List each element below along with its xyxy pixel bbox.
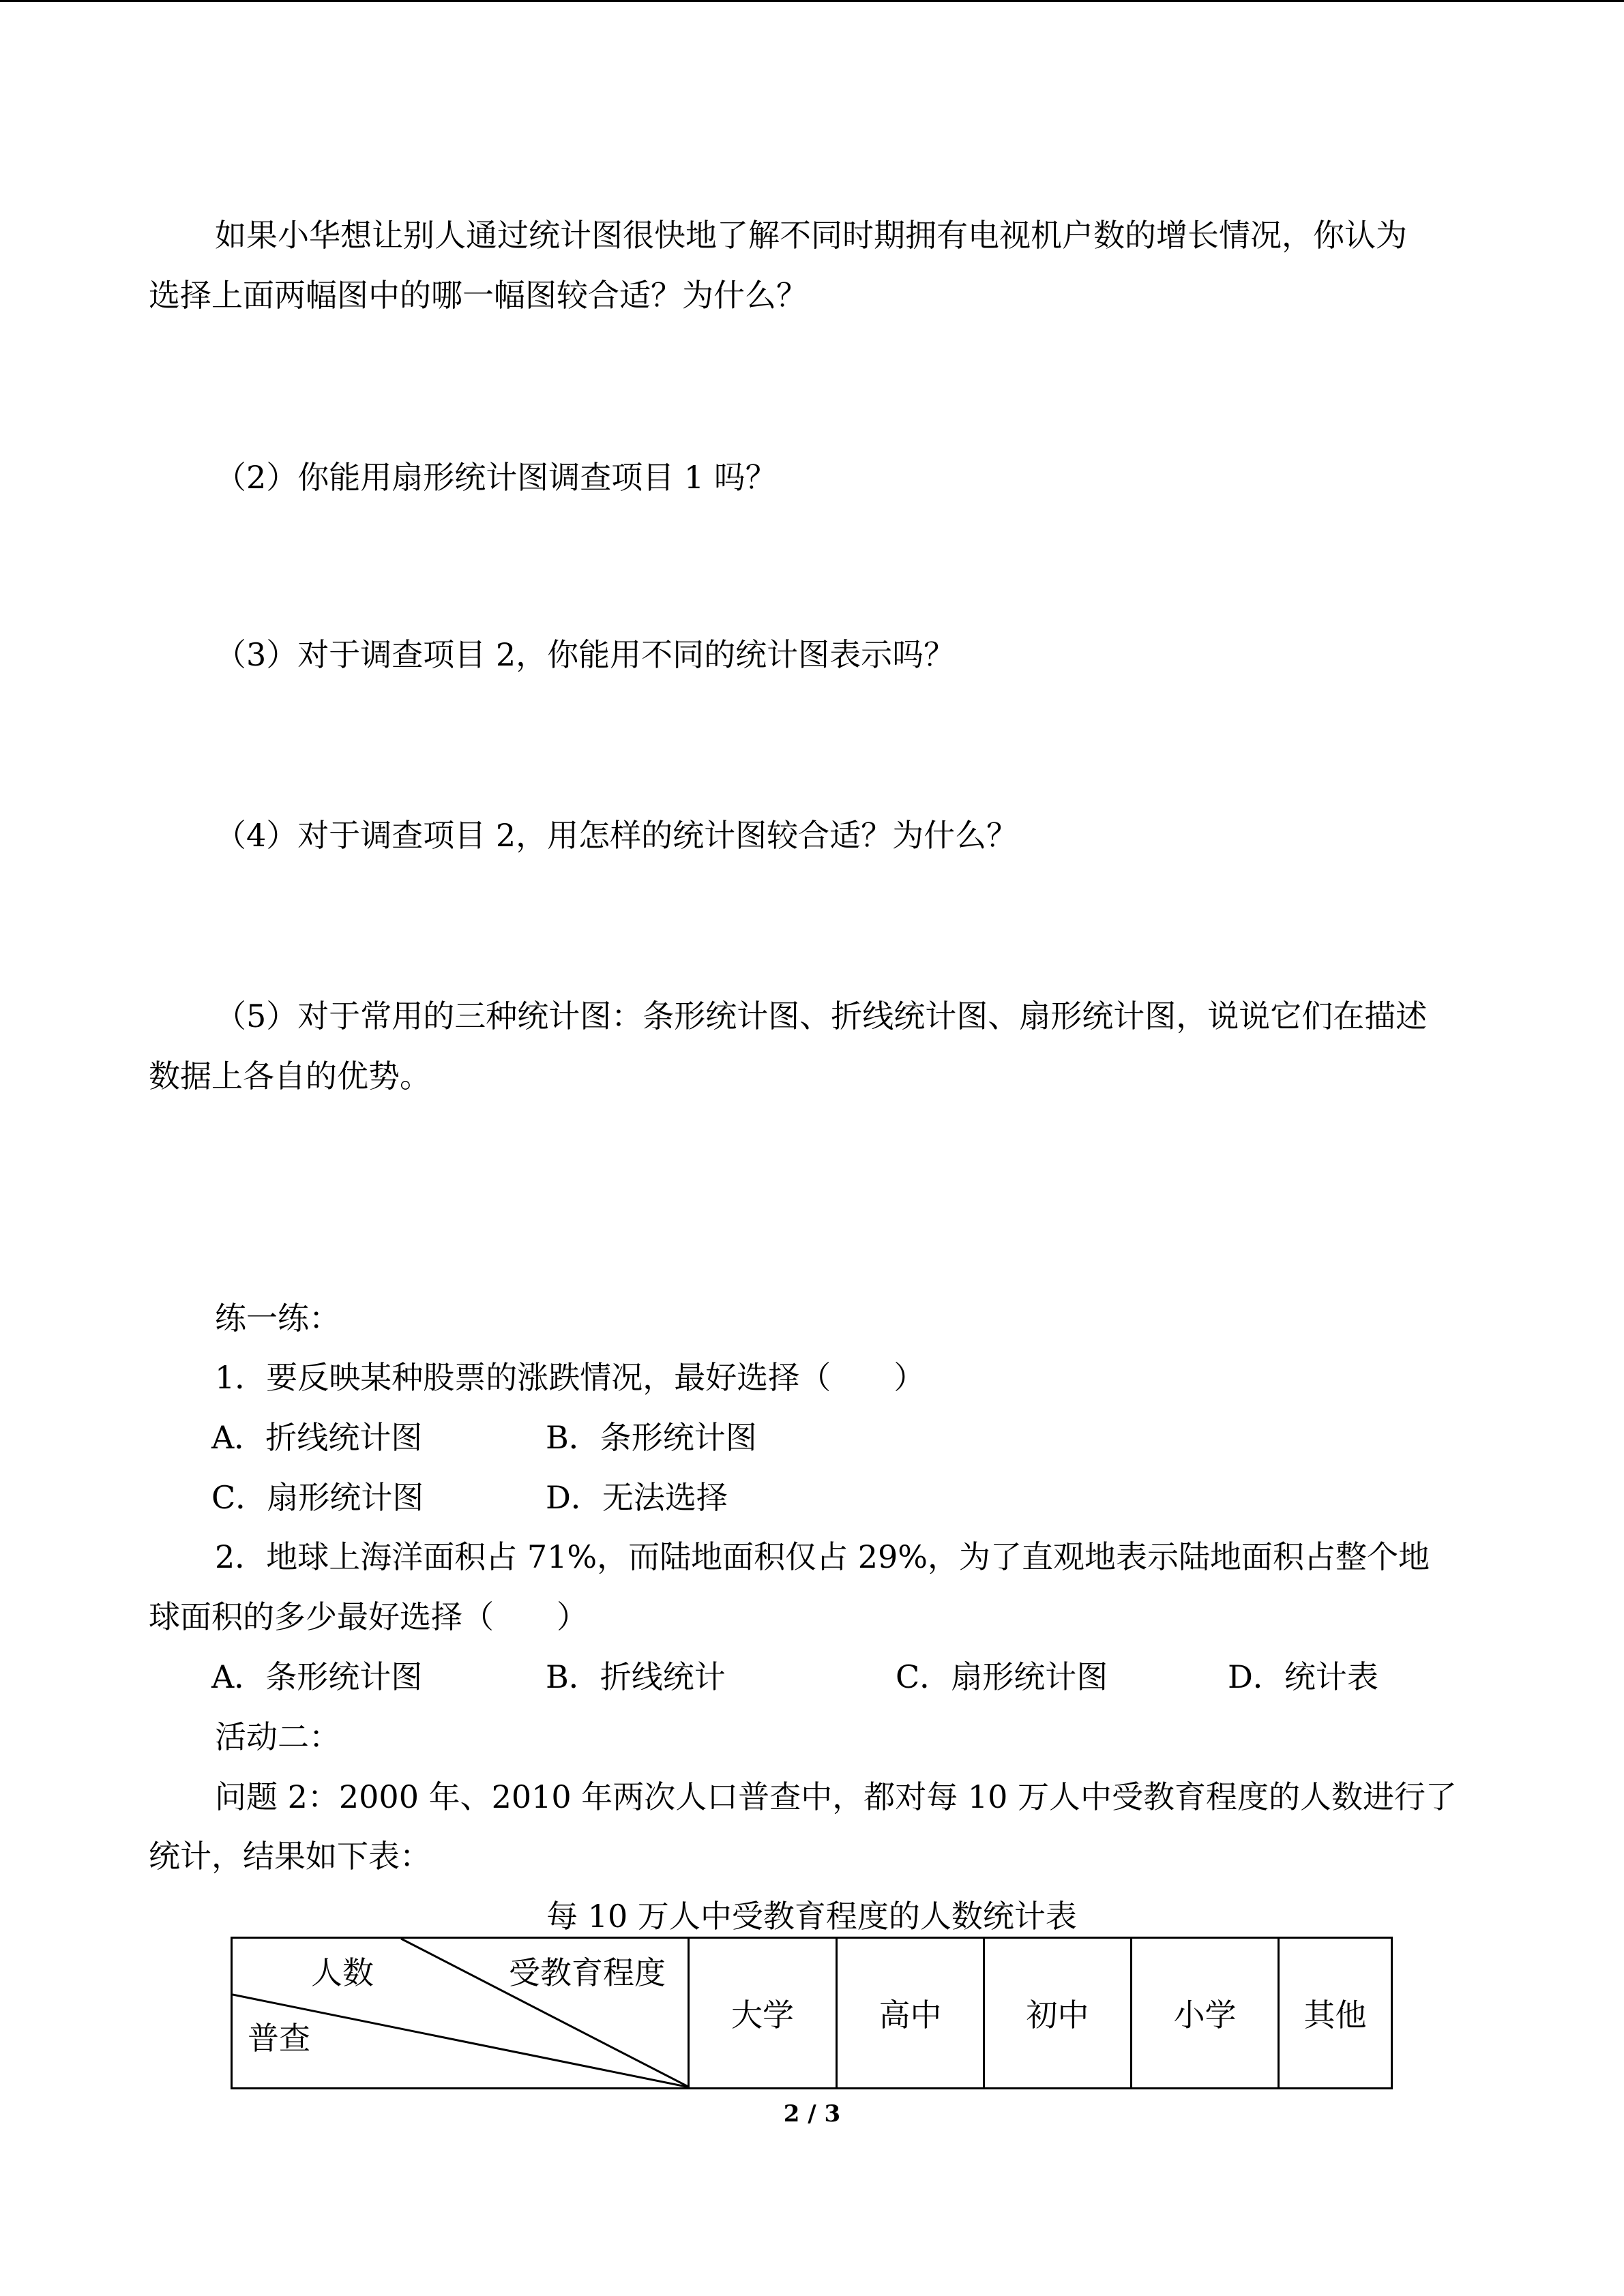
option-d: D．无法选择 — [546, 1479, 728, 1516]
option-b: B．折线统计 — [546, 1658, 726, 1695]
question-5-line: 数据上各自的优势。 — [149, 1058, 431, 1094]
top-border — [0, 0, 1624, 2]
page-number: 2 / 3 — [783, 2100, 841, 2128]
column-header: 初中 — [1026, 1997, 1089, 2033]
practice-question-1: 1．要反映某种股票的涨跌情况，最好选择（ ） — [215, 1359, 926, 1396]
option-c: C．扇形统计图 — [211, 1479, 424, 1516]
option-b: B．条形统计图 — [546, 1419, 757, 1456]
header-label-education: 受教育程度 — [509, 1954, 666, 1991]
paragraph-line: 选择上面两幅图中的哪一幅图较合适？为什么？ — [149, 277, 808, 314]
activity-heading: 活动二： — [215, 1718, 340, 1755]
column-header: 高中 — [879, 1997, 942, 2033]
column-header: 大学 — [731, 1997, 794, 2033]
option-a: A．折线统计图 — [211, 1419, 423, 1456]
question-3: （3）对于调查项目 2，你能用不同的统计图表示吗？ — [215, 636, 956, 673]
option-c: C．扇形统计图 — [896, 1658, 1108, 1695]
practice-question-2-line: 球面积的多少最好选择（ ） — [149, 1598, 588, 1635]
question-4: （4）对于调查项目 2，用怎样的统计图较合适？为什么？ — [215, 817, 1018, 854]
option-a: A．条形统计图 — [211, 1658, 423, 1695]
column-header: 其他 — [1303, 1997, 1367, 2033]
problem-line: 统计，结果如下表： — [149, 1838, 431, 1875]
question-5-line: （5）对于常用的三种统计图：条形统计图、折线统计图、扇形统计图，说说它们在描述 — [215, 998, 1428, 1034]
table-caption: 每 10 万人中受教育程度的人数统计表 — [546, 1898, 1077, 1935]
question-2: （2）你能用扇形统计图调查项目 1 吗？ — [215, 459, 777, 496]
option-d: D．统计表 — [1228, 1658, 1378, 1695]
practice-heading: 练一练： — [215, 1300, 340, 1337]
practice-question-2-line: 2．地球上海洋面积占 71%，而陆地面积仅占 29%，为了直观地表示陆地面积占整个地 — [215, 1538, 1430, 1575]
column-header: 小学 — [1173, 1997, 1237, 2033]
paragraph-line: 如果小华想让别人通过统计图很快地了解不同时期拥有电视机户数的增长情况，你认为 — [215, 217, 1407, 254]
header-label-count: 人数 — [311, 1954, 374, 1991]
header-label-census: 普查 — [248, 2020, 310, 2057]
statistics-table — [231, 1937, 1393, 2089]
problem-line: 问题 2：2000 年、2010 年两次人口普查中，都对每 10 万人中受教育程度的人数进行了 — [215, 1778, 1458, 1815]
